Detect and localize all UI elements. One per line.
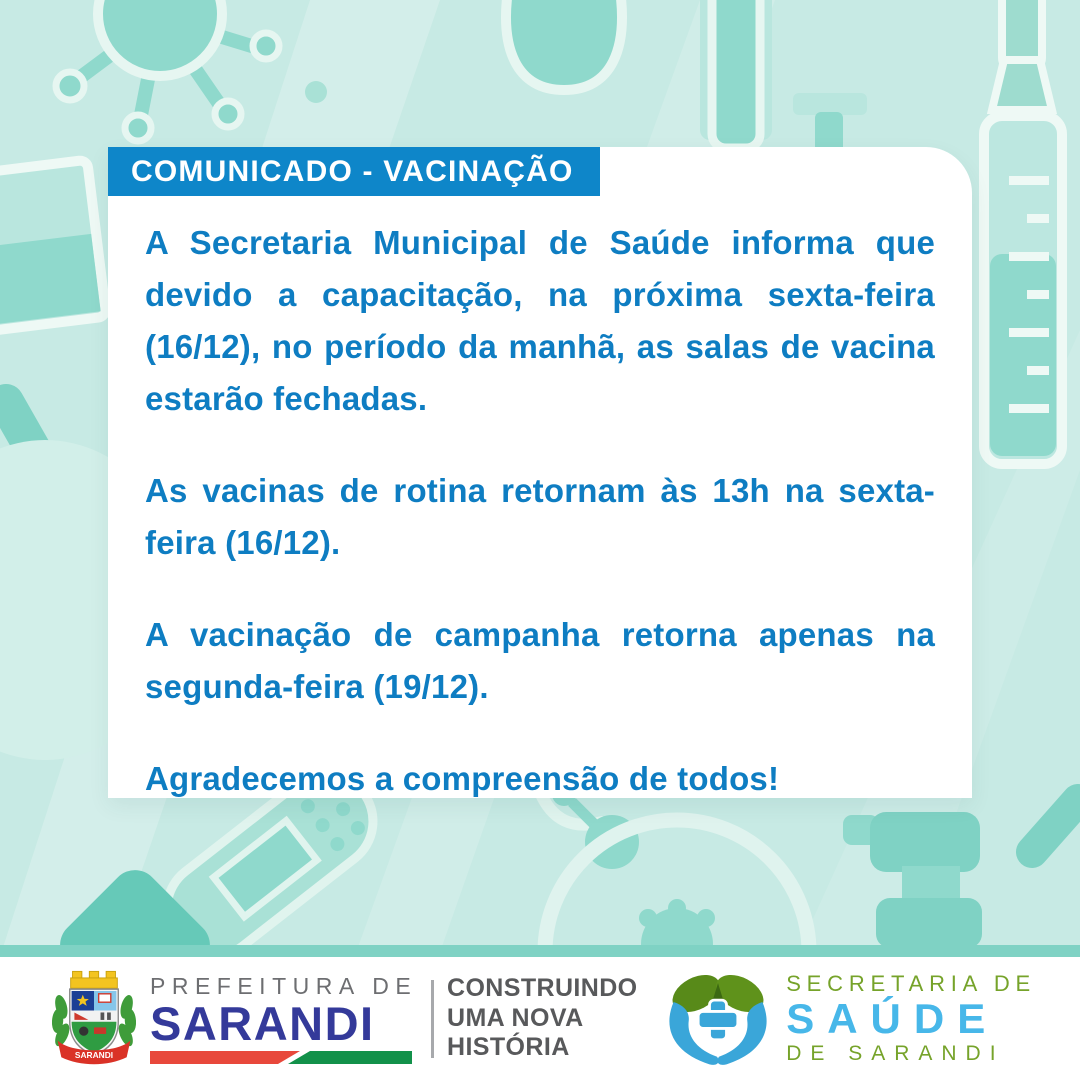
announcement-paragraph: A vacinação de campanha retorna apenas na segunda-feira (19/12).: [145, 616, 935, 705]
box-icon: [0, 160, 106, 335]
footer-vertical-divider: [431, 980, 434, 1058]
announcement-card: [108, 147, 972, 798]
footer-divider-strip: [0, 945, 1080, 957]
announcement-paragraph: A Secretaria Municipal de Saúde informa que devido a capacitação, na próxima sexta-feira (16/12), no período da manhã, as salas de vacina estarão fechadas.: [145, 224, 935, 417]
secretaria-subline: DE SARANDI: [786, 1041, 1005, 1065]
prefeitura-name: SARANDI: [150, 996, 375, 1050]
slogan-line: HISTÓRIA: [447, 1033, 570, 1062]
prefeitura-wordmark: [150, 972, 418, 1065]
prefeitura-eyebrow: PREFEITURA DE: [150, 972, 418, 999]
syringe-icon: [984, 0, 1062, 464]
announcement-badge: COMUNICADO - VACINAÇÃO: [108, 147, 600, 196]
slogan-line: CONSTRUINDO: [447, 974, 638, 1003]
announcement-body: [145, 217, 935, 797]
slogan-line: UMA NOVA: [447, 1003, 584, 1032]
health-heart-hands-icon: [660, 968, 776, 1070]
prefeitura-branding: [52, 969, 638, 1069]
sarandi-coat-of-arms-icon: [52, 969, 136, 1069]
secretaria-eyebrow: SECRETARIA DE: [786, 971, 1036, 997]
secretaria-branding: [660, 968, 1036, 1070]
prefeitura-stripe-icon: [150, 1051, 412, 1064]
secretaria-name: SAÚDE: [786, 995, 999, 1043]
announcement-paragraph: Agradecemos a compreensão de todos!: [145, 760, 780, 797]
announcement-paragraph: As vacinas de rotina retornam às 13h na sexta-feira (16/12).: [145, 472, 935, 561]
thermometer-icon: [700, 0, 772, 148]
footer: [0, 957, 1080, 1080]
city-slogan: [447, 974, 638, 1063]
flask-icon: [506, 0, 622, 90]
crest-banner-text: SARANDI: [74, 1049, 114, 1060]
secretaria-wordmark: [786, 971, 1036, 1065]
